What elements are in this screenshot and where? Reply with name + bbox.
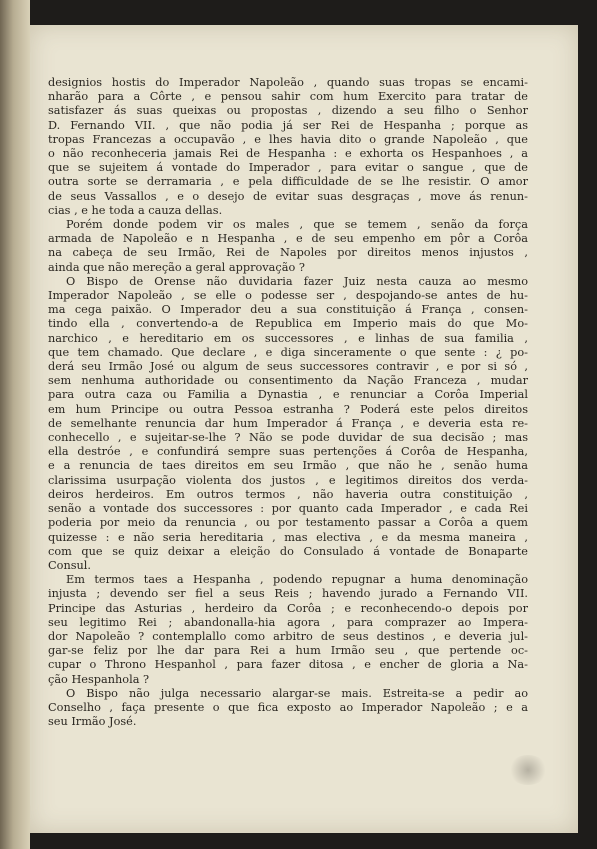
text-line: poderia por meio da renuncia , ou por testamento passar a Corôa a quem: [48, 516, 528, 530]
document-body: [48, 76, 528, 729]
text-line: Porém donde podem vir os males , que se temem , senão da força: [66, 218, 528, 232]
text-line: cias , e he toda a cauza dellas.: [48, 203, 223, 217]
text-line: narchico , e hereditario em os successores , e linhas de sua familia ,: [48, 331, 528, 345]
text-line: e a renuncia de taes direitos em seu Irmão , que não he , senão huma: [48, 459, 528, 473]
text-line: outra sorte se derramaria , e pela difficuldade de se lhe resistir. O amor: [48, 175, 528, 189]
text-line: D. Fernando VII. , que não podia já ser Rei de Hespanha ; porque as: [48, 118, 528, 132]
text-line: em hum Principe ou outra Pessoa estranha ? Poderá este pelos direitos: [48, 402, 528, 416]
text-line: designios hostis do Imperador Napoleão , quando suas tropas se encami-: [48, 76, 528, 89]
text-line: ella destróe , e confundirá sempre suas pertenções á Corôa de Hespanha,: [48, 445, 528, 459]
text-line: que tem chamado. Que declare , e diga sinceramente o que sente : ¿ po-: [48, 345, 528, 359]
book-binding-edge: [0, 0, 30, 849]
text-line: ainda que não mereção a geral approvação ?: [48, 260, 305, 274]
text-line: ma cega paixão. O Imperador deu a sua constituição á França , consen-: [48, 303, 528, 317]
text-line: o não reconheceria jamais Rei de Hespanha : e exhorta os Hespanhoes , a: [48, 147, 528, 161]
paragraph: [48, 687, 528, 730]
text-line: ção Hespanhola ?: [48, 672, 150, 686]
text-line: cupar o Throno Hespanhol , para fazer ditosa , e encher de gloria a Na-: [48, 658, 528, 672]
text-line: injusta ; devendo ser fiel a seus Reis ; havendo jurado a Fernando VII.: [48, 587, 528, 601]
text-line: seu Irmão José.: [48, 715, 137, 729]
text-line: O Bispo de Orense não duvidaria fazer Juiz nesta cauza ao mesmo: [66, 274, 528, 288]
text-line: que se sujeitem á vontade do Imperador , para evitar o sangue , que de: [48, 161, 528, 175]
text-line: com que se quiz deixar a eleição do Consulado á vontade de Bonaparte: [48, 544, 528, 558]
ink-smudge: [508, 755, 548, 785]
text-line: de seus Vassallos , e o desejo de evitar suas desgraças , move ás renun-: [48, 189, 528, 203]
text-line: satisfazer ás suas queixas ou propostas , dizendo a seu filho o Senhor: [48, 104, 528, 118]
text-line: de semelhante renuncia dar hum Imperador á França , e deveria esta re-: [48, 416, 528, 430]
text-line: Consul.: [48, 558, 91, 572]
text-line: quizesse : e não seria hereditaria , mas electiva , e da mesma maneira ,: [48, 530, 528, 544]
text-line: dor Napoleão ? contemplallo como arbitro de seus destinos , e deveria jul-: [48, 629, 528, 643]
paragraph: [48, 275, 528, 573]
text-line: armada de Napoleão e n Hespanha , e de seu empenho em pôr a Corôa: [48, 232, 528, 246]
text-line: na cabeça de seu Irmão, Rei de Napoles por direitos menos injustos ,: [48, 246, 528, 260]
text-line: senão a vontade dos successores : por quanto cada Imperador , e cada Rei: [48, 502, 528, 516]
text-line: O Bispo não julga necessario alargar-se mais. Estreita-se a pedir ao: [66, 686, 528, 700]
text-line: Conselho , faça presente o que fica exposto ao Imperador Napoleão ; e a: [48, 700, 528, 714]
paragraph: [48, 76, 528, 218]
text-line: Imperador Napoleão , se elle o podesse ser , despojando-se antes de hu-: [48, 289, 528, 303]
text-line: deiros herdeiros. Em outros termos , não haveria outra constituição ,: [48, 487, 528, 501]
text-line: sem nenhuma authoridade ou consentimento da Nação Franceza , mudar: [48, 374, 528, 388]
text-line: conhecello , e sujeitar-se-lhe ? Não se pode duvidar de sua decisão ; mas: [48, 431, 528, 445]
text-line: para outra caza ou Familia a Dynastia , e renunciar a Corôa Imperial: [48, 388, 528, 402]
text-line: clarissima usurpação violenta dos justos , e legitimos direitos dos verda-: [48, 473, 528, 487]
text-line: nharão para a Côrte , e pensou sahir com hum Exercito para tratar de: [48, 90, 528, 104]
text-line: gar-se feliz por lhe dar para Rei a hum Irmão seu , que pertende oc-: [48, 644, 528, 658]
text-line: tropas Francezas a occupavão , e lhes havia dito o grande Napoleão , que: [48, 132, 528, 146]
text-line: derá seu Irmão José ou algum de seus successores contravir , e por si só ,: [48, 360, 528, 374]
text-line: tindo ella , convertendo-a de Republica em Imperio mais do que Mo-: [48, 317, 528, 331]
text-line: seu legitimo Rei ; abandonalla-hia agora , para comprazer ao Impera-: [48, 615, 528, 629]
text-line: Em termos taes a Hespanha , podendo repugnar a huma denominação: [66, 573, 528, 587]
paragraph: [48, 573, 528, 687]
text-line: Principe das Asturias , herdeiro da Corôa ; e reconhecendo-o depois por: [48, 601, 528, 615]
paragraph: [48, 218, 528, 275]
